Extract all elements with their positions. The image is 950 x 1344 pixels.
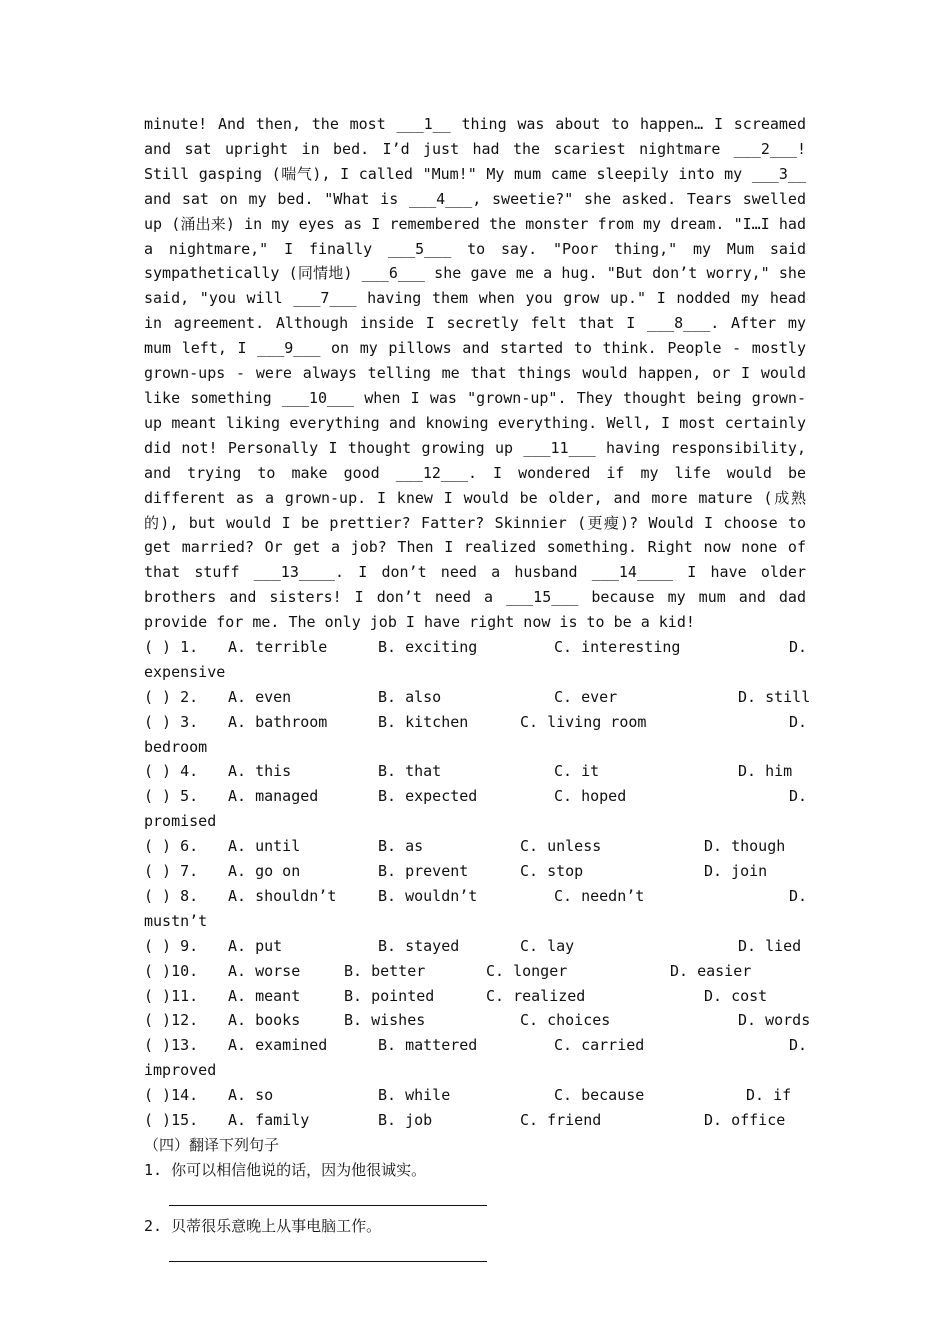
option-a: A. family xyxy=(228,1110,310,1129)
option-d: D. lied xyxy=(738,936,802,955)
option-b: B. wishes xyxy=(344,1011,426,1030)
option-b: B. also xyxy=(378,687,442,706)
question-number: ( ) 1. xyxy=(144,638,199,657)
question-number: ( ) 4. xyxy=(144,762,199,781)
option-b: B. expected xyxy=(378,787,478,806)
option-d: D. xyxy=(789,787,808,806)
question-number: ( ) 6. xyxy=(144,837,199,856)
option-d: D. if xyxy=(746,1086,792,1105)
question-number: ( )15. xyxy=(144,1110,199,1129)
option-d-wrap: expensive xyxy=(144,662,226,681)
question-1 xyxy=(144,635,806,660)
option-c: C. ever xyxy=(554,687,618,706)
option-a: A. books xyxy=(228,1011,301,1030)
option-a: A. shouldn’t xyxy=(228,886,337,905)
option-c: C. realized xyxy=(486,986,586,1005)
question-number: ( ) 5. xyxy=(144,787,199,806)
option-c: C. because xyxy=(554,1086,645,1105)
option-a: A. bathroom xyxy=(228,712,328,731)
option-c: C. choices xyxy=(520,1011,611,1030)
option-c: C. friend xyxy=(520,1110,602,1129)
option-d-wrap: mustn’t xyxy=(144,911,208,930)
option-b: B. job xyxy=(378,1110,433,1129)
question-number: ( )13. xyxy=(144,1036,199,1055)
option-b: B. that xyxy=(378,762,442,781)
question-4 xyxy=(144,759,806,784)
option-d: D. easier xyxy=(670,961,752,980)
option-d: D. him xyxy=(738,762,793,781)
answer-line-1[interactable] xyxy=(169,1183,487,1206)
question-9 xyxy=(144,934,806,959)
section-title: （四）翻译下列句子 xyxy=(144,1135,280,1154)
translation-sentence-1: 1. 你可以相信他说的话，因为他很诚实。 xyxy=(144,1160,427,1179)
question-12 xyxy=(144,1008,811,1033)
option-d-wrap: improved xyxy=(144,1061,217,1080)
option-a: A. worse xyxy=(228,961,301,980)
question-number: ( ) 2. xyxy=(144,687,199,706)
question-number: ( )10. xyxy=(144,961,199,980)
question-list xyxy=(144,635,811,1133)
option-c: C. unless xyxy=(520,837,602,856)
option-b: B. better xyxy=(344,961,426,980)
translation-sentence-2: 2. 贝蒂很乐意晚上从事电脑工作。 xyxy=(144,1216,382,1235)
question-number: ( ) 9. xyxy=(144,936,199,955)
option-a: A. terrible xyxy=(228,638,328,657)
option-b: B. prevent xyxy=(378,862,469,881)
option-c: C. living room xyxy=(520,712,647,731)
option-c: C. hoped xyxy=(554,787,627,806)
question-number: ( ) 7. xyxy=(144,862,199,881)
option-b: B. as xyxy=(378,837,424,856)
question-10 xyxy=(144,959,806,984)
question-6 xyxy=(144,834,806,859)
option-c: C. it xyxy=(554,762,600,781)
option-d: D. office xyxy=(704,1110,786,1129)
answer-line-2[interactable] xyxy=(169,1239,487,1262)
question-number: ( ) 3. xyxy=(144,712,199,731)
question-number: ( )12. xyxy=(144,1011,199,1030)
option-b: B. wouldn’t xyxy=(378,886,478,905)
option-a: A. meant xyxy=(228,986,301,1005)
option-c: C. carried xyxy=(554,1036,645,1055)
question-14 xyxy=(144,1083,806,1108)
option-d: D. words xyxy=(738,1011,811,1030)
option-d: D. cost xyxy=(704,986,768,1005)
option-b: B. exciting xyxy=(378,638,478,657)
question-11 xyxy=(144,984,806,1009)
option-d: D. though xyxy=(704,837,786,856)
option-a: A. examined xyxy=(228,1036,328,1055)
option-d: D. join xyxy=(704,862,768,881)
document-page xyxy=(144,112,811,1270)
option-d: D. xyxy=(789,886,808,905)
option-a: A. until xyxy=(228,837,301,856)
option-a: A. put xyxy=(228,936,283,955)
option-b: B. stayed xyxy=(378,936,460,955)
option-d: D. xyxy=(789,638,808,657)
option-d-wrap: bedroom xyxy=(144,737,208,756)
option-d: D. xyxy=(789,712,808,731)
option-b: B. pointed xyxy=(344,986,435,1005)
option-a: A. go on xyxy=(228,862,301,881)
option-d: D. still xyxy=(738,687,811,706)
option-a: A. managed xyxy=(228,787,319,806)
option-d-wrap: promised xyxy=(144,812,217,831)
option-a: A. so xyxy=(228,1086,274,1105)
option-a: A. even xyxy=(228,687,292,706)
option-c: C. lay xyxy=(520,936,575,955)
option-c: C. interesting xyxy=(554,638,681,657)
question-number: ( )11. xyxy=(144,986,199,1005)
option-c: C. longer xyxy=(486,961,568,980)
question-5 xyxy=(144,784,806,809)
option-a: A. this xyxy=(228,762,292,781)
option-c: C. stop xyxy=(520,862,584,881)
question-3 xyxy=(144,710,806,735)
question-8 xyxy=(144,884,806,909)
question-number: ( )14. xyxy=(144,1086,199,1105)
option-b: B. kitchen xyxy=(378,712,469,731)
question-13 xyxy=(144,1033,806,1058)
question-15 xyxy=(144,1108,806,1133)
question-number: ( ) 8. xyxy=(144,886,199,905)
option-b: B. while xyxy=(378,1086,451,1105)
option-c: C. needn’t xyxy=(554,886,645,905)
question-2 xyxy=(144,685,811,710)
cloze-passage: minute! And then, the most ___1__ thing was about to happen… I screamed and sat upright in bed. I’d just had the scariest nightmare ___2___! Still gasping (喘气), I called "Mum!" My mum came sleepily into my ___3__ and sat on my bed. "What is ___4___, sweetie?" she asked. Tears swelled up (涌出来) in my eyes as I remembered the monster from my dream. "I…I had a nightmare," I finally ___5___ to say. "Poor thing," my Mum said sympathetically (同情地) ___6___ she gave me a hug. "But don’t worry," she said, "you will ___7___ having them when you grow up." I nodded my head in agreement. Although inside I secretly felt that I ___8___. After my mum left, I ___9___ on my pillows and started to think. People - mostly grown-ups - were always telling me that things would happen, or I would like something ___10___ when I was "grown-up". They thought being grown-up meant liking everything and knowing everything. Well, I most certainly did not! Personally I thought growing up ___11___ having responsibility, and trying to make good ___12___. I wondered if my life would be different as a grown-up. I knew I would be older, and more mature (成熟的), but would I be prettier? Fatter? Skinnier (更瘦)? Would I choose to get married? Or get a job? Then I realized something. Right now none of that stuff ___13____. I don’t need a husband ___14____ I have older brothers and sisters! I don’t need a ___15___ because my mum and dad provide for me. The only job I have right now is to be a kid! xyxy=(144,115,806,632)
question-7 xyxy=(144,859,806,884)
option-b: B. mattered xyxy=(378,1036,478,1055)
option-d: D. xyxy=(789,1036,808,1055)
